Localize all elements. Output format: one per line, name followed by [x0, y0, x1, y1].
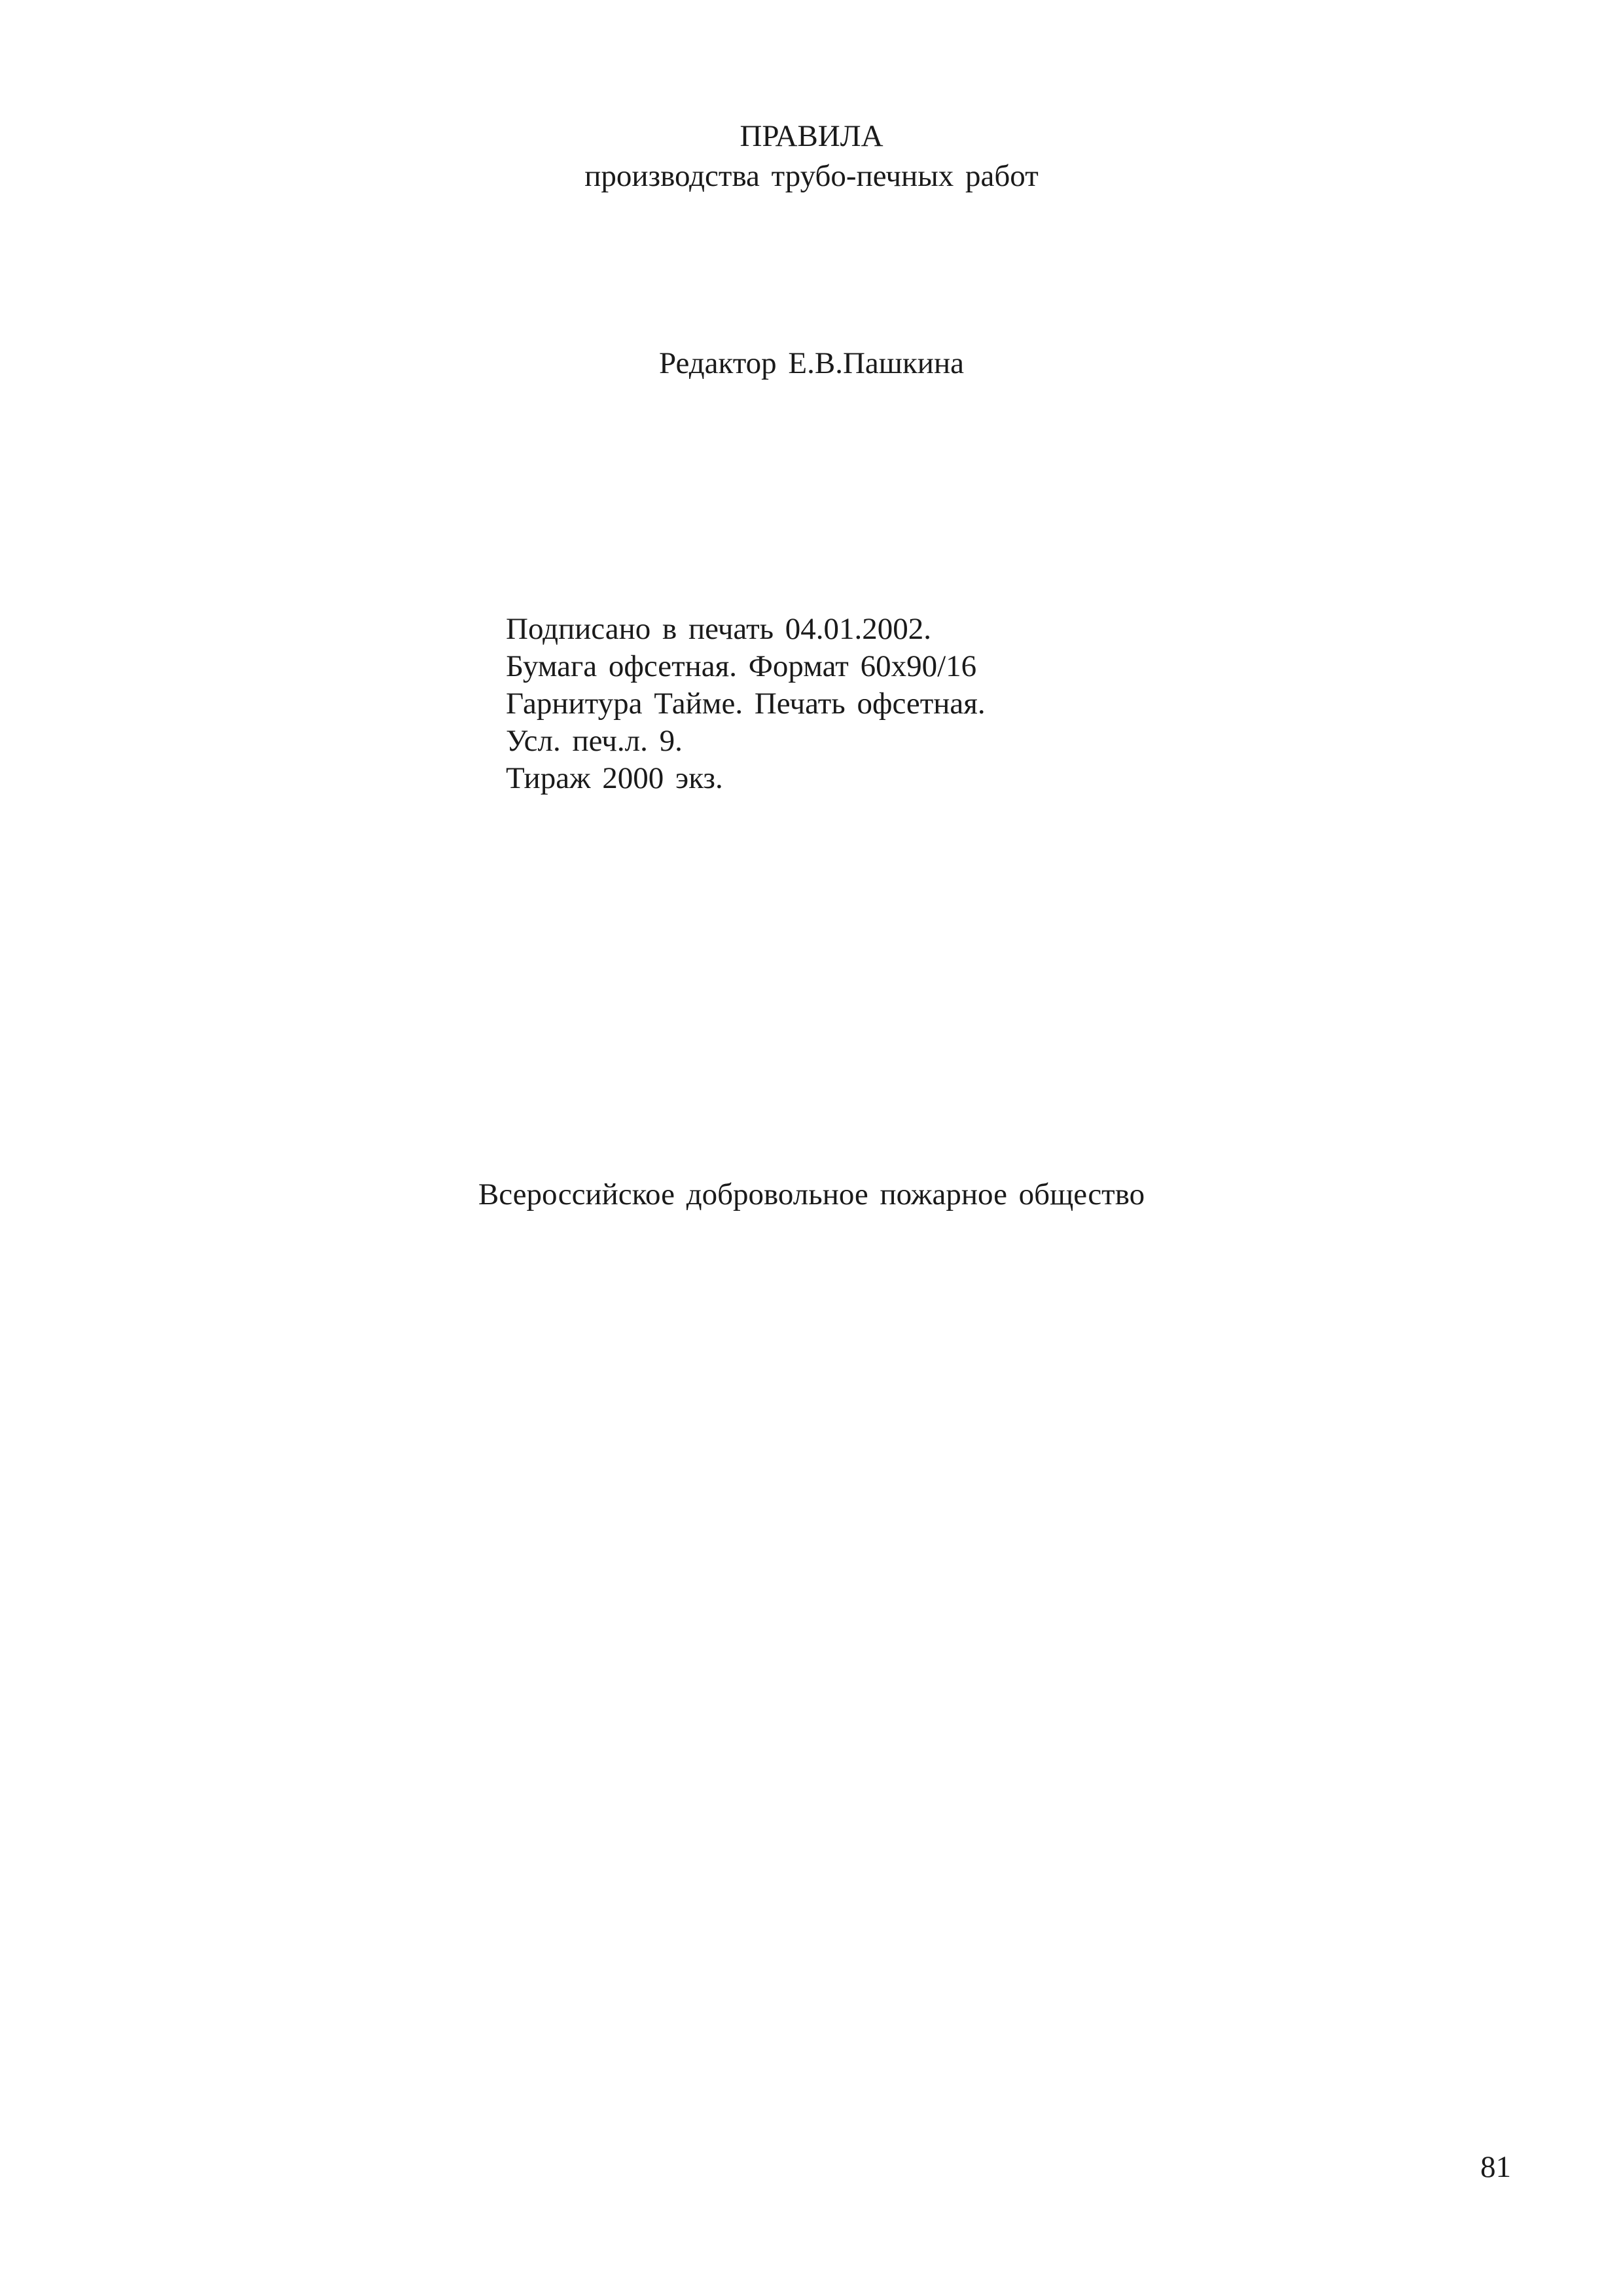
document-title: ПРАВИЛА — [740, 119, 883, 153]
imprint-print-sheets: Усл. печ.л. 9. — [506, 724, 683, 758]
imprint-circulation: Тираж 2000 экз. — [506, 761, 723, 795]
imprint-paper-format: Бумага офсетная. Формат 60x90/16 — [506, 649, 977, 683]
editor-credit: Редактор Е.В.Пашкина — [659, 346, 964, 380]
publisher-name: Всероссийское добровольное пожарное общество — [478, 1177, 1145, 1211]
imprint-block — [506, 611, 986, 797]
imprint-signed-date: Подписано в печать 04.01.2002. — [506, 612, 932, 646]
document-subtitle: производства трубо-печных работ — [584, 159, 1039, 193]
page-number: 81 — [1480, 2150, 1511, 2184]
imprint-typeface: Гарнитура Тайме. Печать офсетная. — [506, 687, 986, 721]
